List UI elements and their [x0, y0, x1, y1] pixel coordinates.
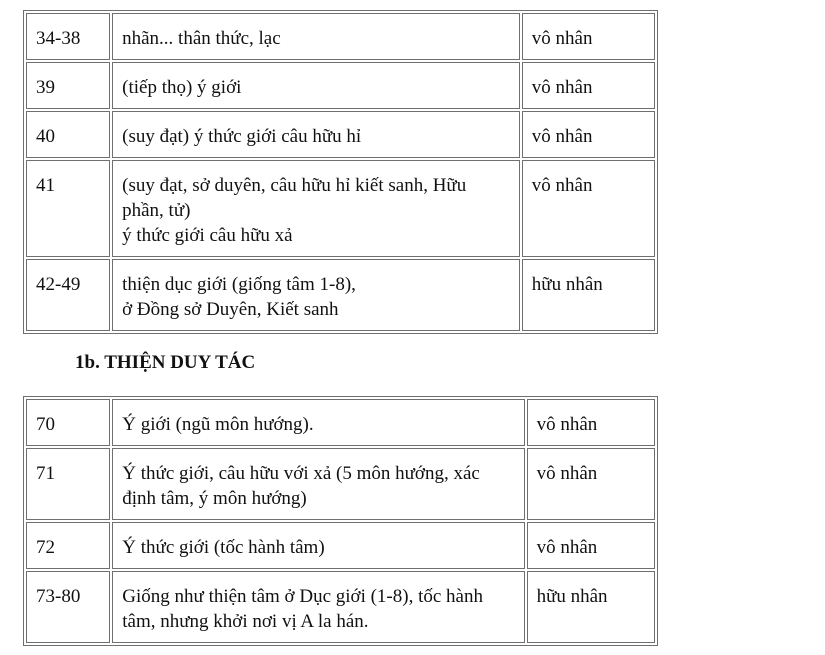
row-number-cell: 39: [26, 62, 110, 109]
description-line: ở Đồng sở Duyên, Kiết sanh: [122, 299, 339, 320]
table-row: [26, 160, 655, 257]
row-description-cell: [112, 111, 520, 158]
row-number-cell: 71: [26, 448, 110, 520]
row-number-cell: 73-80: [26, 571, 110, 643]
description-line: Ý thức giới, câu hữu với xả (5 môn hướng, xác định tâm, ý môn hướng): [122, 463, 480, 509]
row-cause-cell: hữu nhân: [522, 259, 655, 331]
table-vipaka-continued: [23, 10, 658, 334]
row-cause-cell: vô nhân: [527, 448, 655, 520]
description-line: (suy đạt) ý thức giới câu hữu hỉ: [122, 126, 362, 147]
description-line: nhãn... thân thức, lạc: [122, 28, 281, 49]
row-number-cell: 41: [26, 160, 110, 257]
table-row: [26, 111, 655, 158]
row-number-cell: 42-49: [26, 259, 110, 331]
row-cause-cell: vô nhân: [522, 13, 655, 60]
row-number-cell: 34-38: [26, 13, 110, 60]
row-description-cell: [112, 571, 524, 643]
description-line: (suy đạt, sở duyên, câu hữu hỉ kiết sanh, Hữu phần, tử): [122, 175, 467, 221]
table-row: [26, 399, 655, 446]
row-description-cell: [112, 259, 520, 331]
table-functional-wholesome: [23, 396, 658, 646]
description-line: Giống như thiện tâm ở Dục giới (1-8), tốc hành tâm, nhưng khởi nơi vị A la hán.: [122, 586, 483, 632]
section-heading: 1b. THIỆN DUY TÁC: [75, 352, 256, 373]
row-description-cell: [112, 448, 524, 520]
row-cause-cell: vô nhân: [522, 160, 655, 257]
table-row: [26, 62, 655, 109]
row-cause-cell: vô nhân: [522, 111, 655, 158]
row-description-cell: [112, 62, 520, 109]
row-number-cell: 40: [26, 111, 110, 158]
row-description-cell: [112, 399, 524, 446]
description-line: ý thức giới câu hữu xả: [122, 225, 293, 246]
table-row: [26, 259, 655, 331]
row-description-cell: [112, 13, 520, 60]
description-line: Ý giới (ngũ môn hướng).: [122, 414, 314, 435]
row-description-cell: [112, 160, 520, 257]
table-row: [26, 448, 655, 520]
row-cause-cell: vô nhân: [527, 522, 655, 569]
description-line: thiện dục giới (giống tâm 1-8),: [122, 274, 356, 295]
row-cause-cell: hữu nhân: [527, 571, 655, 643]
row-number-cell: 70: [26, 399, 110, 446]
row-cause-cell: vô nhân: [527, 399, 655, 446]
table-row: [26, 13, 655, 60]
table-row: [26, 571, 655, 643]
row-number-cell: 72: [26, 522, 110, 569]
description-line: Ý thức giới (tốc hành tâm): [122, 537, 325, 558]
row-description-cell: [112, 522, 524, 569]
row-cause-cell: vô nhân: [522, 62, 655, 109]
description-line: (tiếp thọ) ý giới: [122, 77, 242, 98]
table-row: [26, 522, 655, 569]
